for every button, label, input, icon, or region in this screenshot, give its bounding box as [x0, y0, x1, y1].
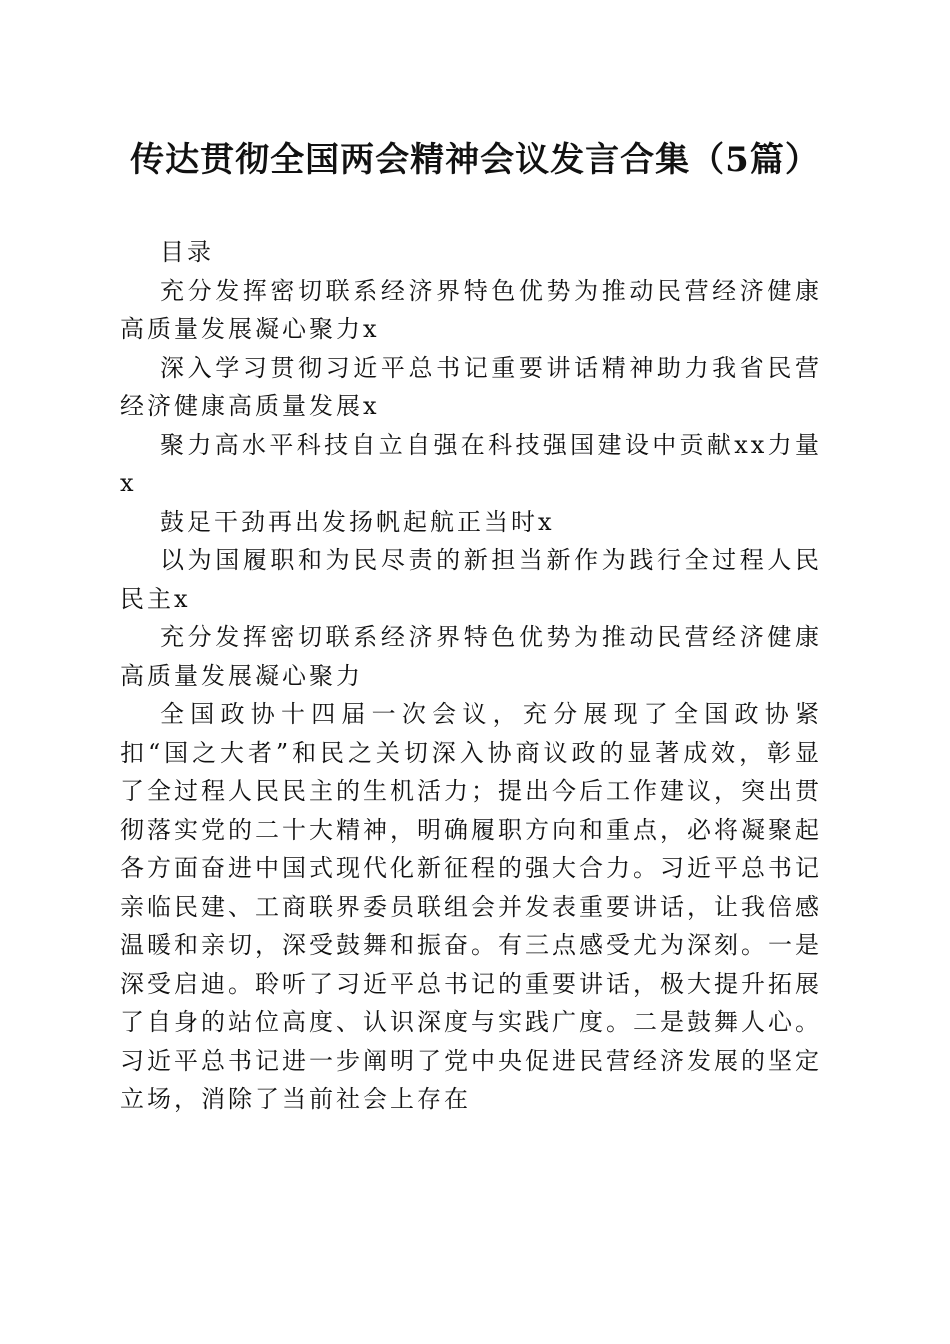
toc-item: 深入学习贯彻习近平总书记重要讲话精神助力我省民营经济健康高质量发展x	[120, 353, 822, 420]
toc-item: 聚力高水平科技自立自强在科技强国建设中贡献xx力量x	[120, 430, 822, 497]
body-paragraph: 全国政协十四届一次会议，充分展现了全国政协紧扣“国之大者”和民之关切深入协商议政的显著成效，彰显了全过程人民民主的生机活力；提出今后工作建议，突出贯彻落实党的二十大精神，明确履职方向和重点，必将凝聚起各方面奋进中国式现代化新征程的强大合力。习近平总书记亲临民建、工商联界委员联组会并发表重要讲话，让我倍感温暖和亲切，深受鼓舞和振奋。有三点感受尤为深刻。一是深受启迪。聆听了习近平总书记的重要讲话，极大提升拓展了自身的站位高度、认识深度与实践广度。二是鼓舞人心。习近平总书记进一步阐明了党中央促进民营经济发展的坚定立场，消除了当前社会上存在	[120, 700, 822, 1113]
toc-item: 鼓足干劲再出发扬帆起航正当时x	[160, 507, 555, 536]
section-title: 充分发挥密切联系经济界特色优势为推动民营经济健康高质量发展凝心聚力	[120, 623, 822, 690]
toc-heading: 目录	[160, 238, 214, 266]
document-body	[120, 233, 822, 1119]
toc-item: 以为国履职和为民尽责的新担当新作为践行全过程人民民主x	[120, 546, 822, 613]
toc-item: 充分发挥密切联系经济界特色优势为推动民营经济健康高质量发展凝心聚力x	[120, 276, 822, 343]
document-title: 传达贯彻全国两会精神会议发言合集（5篇）	[130, 140, 820, 180]
